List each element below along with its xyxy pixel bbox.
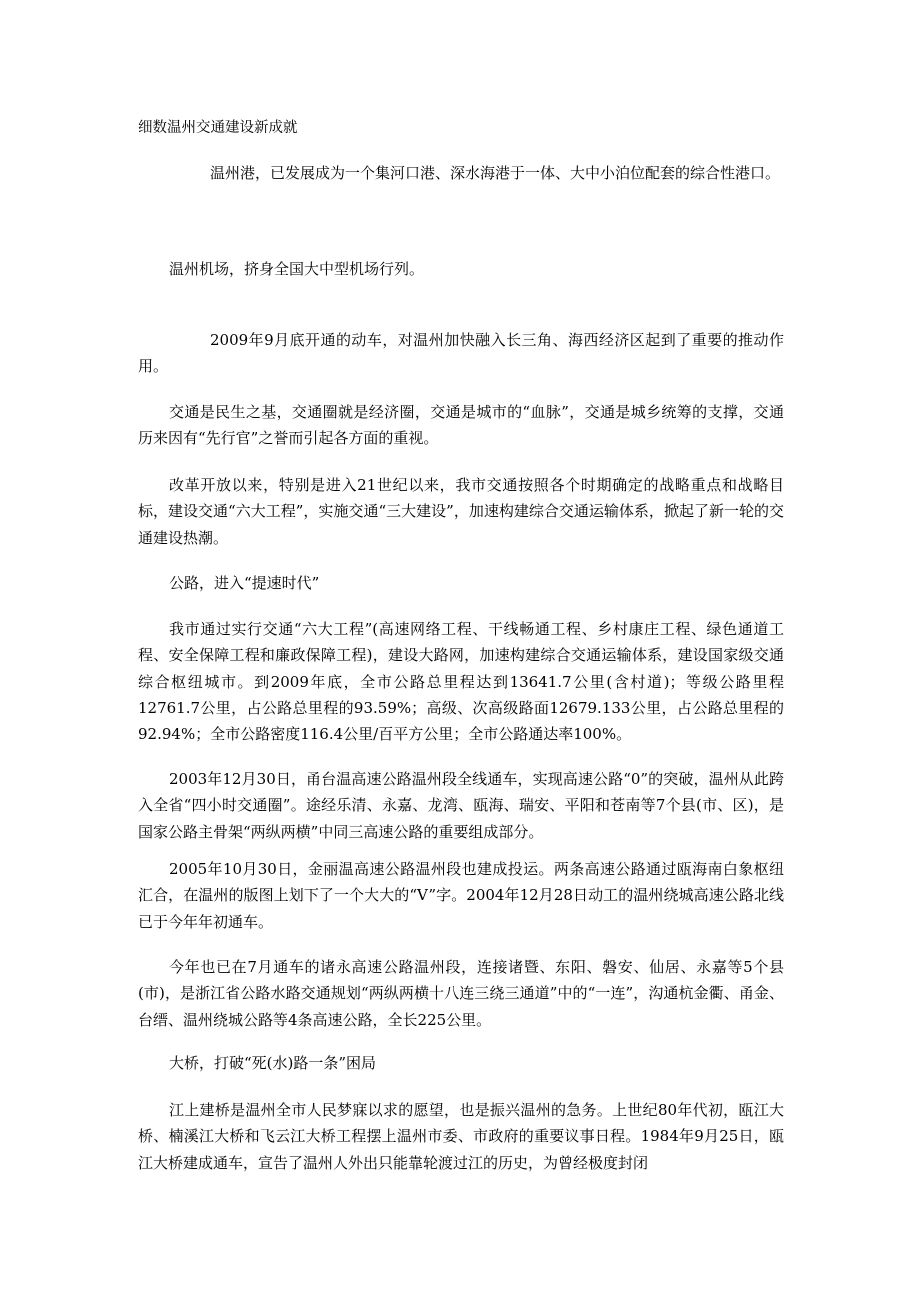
section-heading-highway: 公路，进入“提速时代” (169, 574, 320, 592)
section-heading-bridge: 大桥，打破“死(水)路一条”困局 (169, 1054, 377, 1072)
paragraph-zhuyong-highway: 今年也已在7月通车的诸永高速公路温州段，连接诸暨、东阳、磐安、仙居、永嘉等5个县(市)，是浙江省公路水路交通规划“两纵两横十八连三绕三通道”中的“一连”，沟通杭金衢、甬金、台缙、温州绕城公路等4条高速公路，全长225公里。 (138, 958, 784, 1029)
paragraph-bridge: 江上建桥是温州全市人民梦寐以求的愿望，也是振兴温州的急务。上世纪80年代初，瓯江大桥、楠溪江大桥和飞云江大桥工程摆上温州市委、市政府的重要议事日程。1984年9月25日，瓯江大桥建成通车，宣告了温州人外出只能靠轮渡过江的历史，为曾经极度封闭 (138, 1101, 784, 1172)
paragraph-2003-highway: 2003年12月30日，甬台温高速公路温州段全线通车，实现高速公路“0”的突破，温州从此跨入全省“四小时交通圈”。途经乐清、永嘉、龙湾、瓯海、瑞安、平阳和苍南等7个县(市、区)，是国家公路主骨架“两纵两横”中同三高速公路的重要组成部分。 (138, 770, 784, 841)
paragraph-train: 2009年9月底开通的动车，对温州加快融入长三角、海西经济区起到了重要的推动作用。 (138, 331, 784, 376)
paragraph-port: 温州港，已发展成为一个集河口港、深水海港于一体、大中小泊位配套的综合性港口。 (210, 164, 781, 182)
paragraph-2005-highway: 2005年10月30日，金丽温高速公路温州段也建成投运。两条高速公路通过瓯海南白象枢纽汇合，在温州的版图上划下了一个大大的“V”字。2004年12月28日动工的温州绕城高速公路北线已于今年年初通车。 (138, 860, 784, 931)
document-title: 细数温州交通建设新成就 (138, 120, 298, 136)
paragraph-airport: 温州机场，挤身全国大中型机场行列。 (169, 260, 425, 278)
paragraph-highway-stats: 我市通过实行交通“六大工程”(高速网络工程、干线畅通工程、乡村康庄工程、绿色通道工程、安全保障工程和廉政保障工程)，建设大路网，加速构建综合交通运输体系，建设国家级交通综合枢纽城市。到2009年底，全市公路总里程达到13641.7公里(含村道)；等级公路里程12761.7公里，占公路总里程的93.59%；高级、次高级路面12679.133公里，占公路总里程的92.94%；全市公路密度116.4公里/百平方公里；全市公路通达率100%。 (138, 620, 784, 744)
paragraph-reform: 改革开放以来，特别是进入21世纪以来，我市交通按照各个时期确定的战略重点和战略目标，建设交通“六大工程”，实施交通“三大建设”，加速构建综合交通运输体系，掀起了新一轮的交通建设热潮。 (138, 476, 784, 547)
paragraph-transport-intro: 交通是民生之基，交通圈就是经济圈，交通是城市的“血脉”，交通是城乡统筹的支撑，交通历来因有“先行官”之誉而引起各方面的重视。 (138, 403, 784, 448)
